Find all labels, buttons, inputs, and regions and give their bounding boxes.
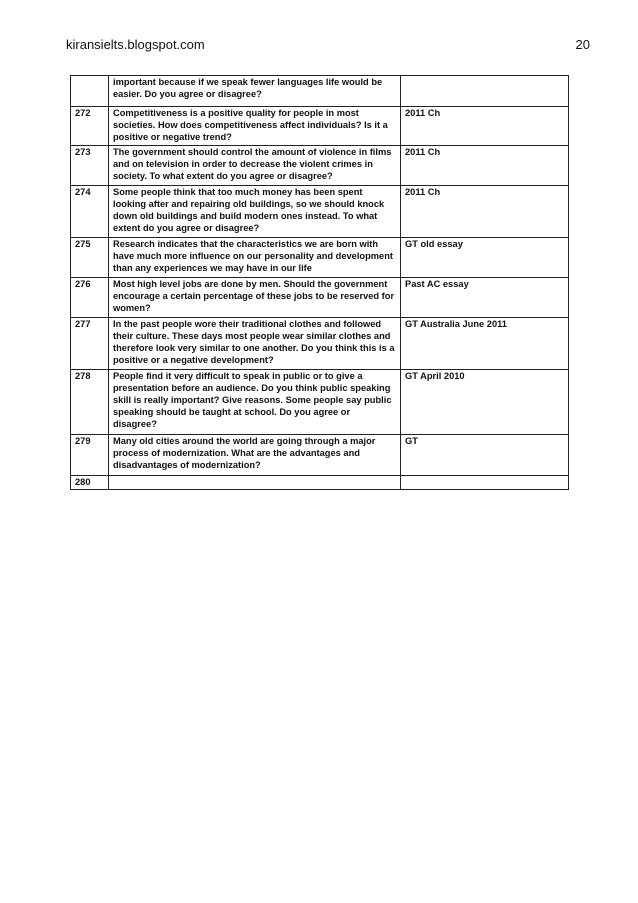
table-row (71, 76, 569, 107)
essay-question: The government should control the amount of violence in films and on television in order to decrease the violent crimes in society. To what extent do you agree or disagree? (109, 146, 401, 186)
row-number: 273 (71, 146, 109, 186)
row-number (71, 76, 109, 107)
essay-question (109, 476, 401, 490)
essay-question: Competitiveness is a positive quality for people in most societies. How does competitiveness affect individuals? Is it a positive or negative trend? (109, 107, 401, 146)
essay-topics-table (70, 75, 569, 490)
page-number: 20 (575, 37, 590, 52)
page-header (66, 37, 590, 52)
essay-question: important because if we speak fewer languages life would be easier. Do you agree or disagree? (109, 76, 401, 107)
question-source: GT old essay (401, 238, 569, 278)
row-number: 276 (71, 278, 109, 318)
question-source: 2011 Ch (401, 186, 569, 238)
table-row (71, 278, 569, 318)
row-number: 272 (71, 107, 109, 146)
table-row (71, 238, 569, 278)
table-row (71, 370, 569, 435)
question-source: Past AC essay (401, 278, 569, 318)
question-source: GT Australia June 2011 (401, 318, 569, 370)
essay-question: Some people think that too much money has been spent looking after and repairing old buildings, so we should knock down old buildings and build modern ones instead. To what extent do you agree or disagree? (109, 186, 401, 238)
question-source: 2011 Ch (401, 107, 569, 146)
question-source: GT April 2010 (401, 370, 569, 435)
essay-question: Most high level jobs are done by men. Should the government encourage a certain percentage of these jobs to be reserved for women? (109, 278, 401, 318)
question-source: 2011 Ch (401, 146, 569, 186)
question-source: GT (401, 435, 569, 476)
table-row (71, 146, 569, 186)
table-row (71, 107, 569, 146)
row-number: 278 (71, 370, 109, 435)
table-row (71, 318, 569, 370)
essay-question: Many old cities around the world are going through a major process of modernization. What are the advantages and disadvantages of modernization? (109, 435, 401, 476)
table-row (71, 435, 569, 476)
table-row (71, 476, 569, 490)
essay-question: People find it very difficult to speak in public or to give a presentation before an audience. Do you think public speaking skill is really important? Give reasons. Some people say public speaking should be taught at school. Do you agree or disagree? (109, 370, 401, 435)
question-source (401, 476, 569, 490)
essay-question: In the past people wore their traditional clothes and followed their culture. These days most people wear similar clothes and therefore look very similar to one another. Do you think this is a positive or a negative development? (109, 318, 401, 370)
site-name: kiransielts.blogspot.com (66, 37, 205, 52)
row-number: 277 (71, 318, 109, 370)
row-number: 280 (71, 476, 109, 490)
table-row (71, 186, 569, 238)
row-number: 275 (71, 238, 109, 278)
question-source (401, 76, 569, 107)
row-number: 274 (71, 186, 109, 238)
essay-question: Research indicates that the characteristics we are born with have much more influence on our personality and development than any experiences we may have in our life (109, 238, 401, 278)
row-number: 279 (71, 435, 109, 476)
